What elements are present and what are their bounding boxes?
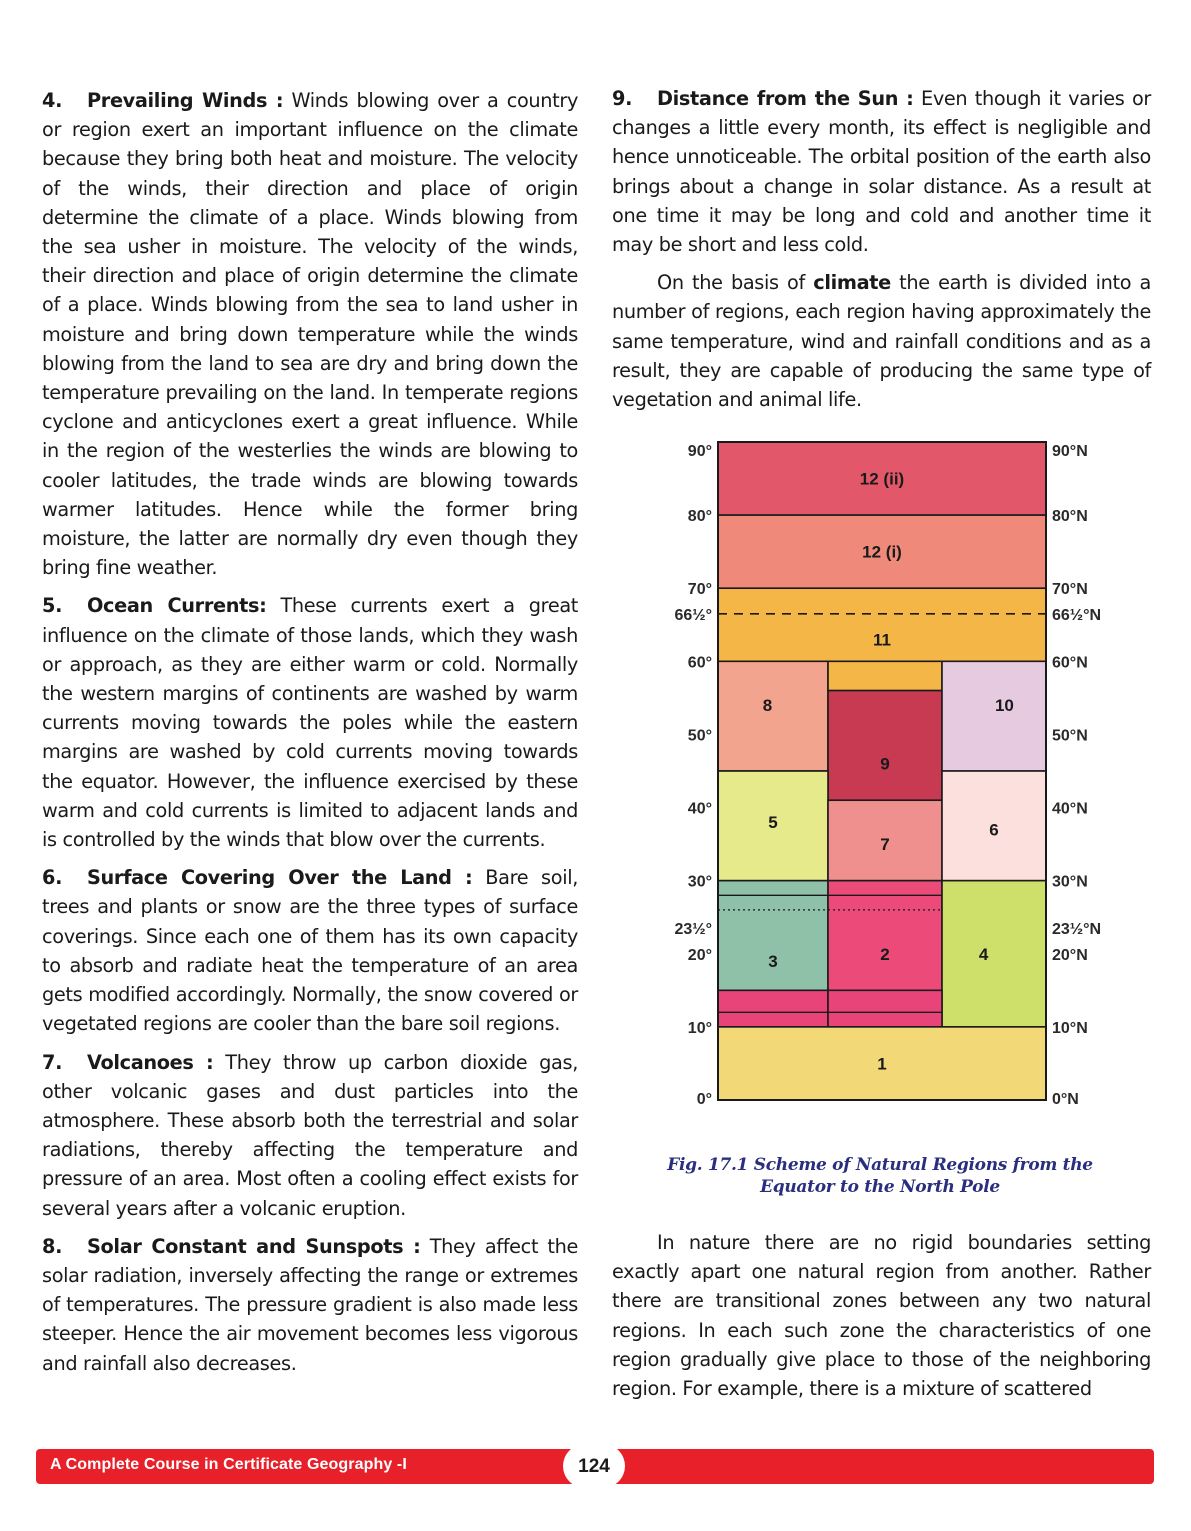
bold-term: climate bbox=[813, 271, 891, 295]
region-label: 7 bbox=[880, 835, 890, 855]
section-volcanoes bbox=[42, 1048, 578, 1223]
region-block bbox=[718, 881, 828, 991]
latitude-label-right: 50°N bbox=[1052, 727, 1088, 745]
section-body: Bare soil, trees and plants or snow are the three types of surface coverings. Since each one of them has its own capacity to absorb and radiate heat the temperature of an area gets modified accordingly. Normally, the snow covered or vegetated regions are cooler than the bare soil regions. bbox=[42, 866, 578, 1036]
region-label: 12 (ii) bbox=[859, 469, 905, 489]
region-label: 8 bbox=[762, 696, 773, 716]
section-body: These currents exert a great influence on the climate of those lands, which they wash or approach, as they are either warm or cold. Normally the western margins of continents are washed by warm currents moving towards the poles while the eastern margins are washed by cold currents moving towards the equator. However, the influence exercised by these warm and cold currents is limited to adjacent lands and is controlled by the winds that blow over the currents. bbox=[42, 594, 579, 852]
region-label: 1 bbox=[877, 1054, 887, 1074]
region-label: 3 bbox=[768, 952, 778, 972]
paragraph-climate-regions bbox=[612, 268, 1151, 414]
latitude-label-left: 23½° bbox=[674, 921, 712, 939]
section-title: Volcanoes : bbox=[87, 1050, 214, 1074]
latitude-label-left: 0° bbox=[696, 1091, 712, 1108]
section-ocean-currents bbox=[42, 591, 578, 854]
section-body: They throw up carbon dioxide gas, other volcanic gases and dust particles into the atmosphere. These absorb both the terrestrial and solar radiations, thereby affecting the temperature and pressure of an area. Most often a cooling effect exists for several years after a volcanic eruption. bbox=[42, 1050, 578, 1220]
section-title: Ocean Currents: bbox=[87, 594, 267, 618]
latitude-label-right: 10°N bbox=[1052, 1019, 1088, 1037]
section-body: They affect the solar radiation, inversely affecting the range or extremes of temperatures. The pressure gradient is also made less steeper. Hence the air movement becomes less vigorous and rainfall also decreases. bbox=[42, 1234, 578, 1375]
right-column-top bbox=[612, 84, 1151, 423]
figure-caption bbox=[640, 1154, 1120, 1198]
region-label: 6 bbox=[989, 820, 999, 840]
section-number: 8. bbox=[42, 1234, 63, 1258]
latitude-label-left: 10° bbox=[687, 1019, 712, 1037]
latitude-label-left: 60° bbox=[687, 654, 712, 672]
region-label: 10 bbox=[994, 696, 1014, 716]
section-number: 7. bbox=[42, 1050, 63, 1074]
region-block bbox=[828, 990, 942, 1027]
section-solar-constant bbox=[42, 1232, 578, 1378]
section-body: Even though it varies or changes a little every month, its effect is negligible and hence unnoticeable. The orbital position of the earth also brings about a change in solar distance. As a result at one time it may be long and cold and another time it may be short and less cold. bbox=[612, 87, 1151, 257]
text-span: On the basis of bbox=[657, 271, 814, 295]
latitude-label-left: 40° bbox=[687, 800, 712, 818]
latitude-label-left: 20° bbox=[687, 946, 712, 964]
left-column bbox=[42, 86, 578, 1387]
latitude-label-left: 90° bbox=[687, 443, 712, 460]
region-block bbox=[828, 661, 942, 690]
caption-line-2: Equator to the North Pole bbox=[760, 1177, 1000, 1197]
latitude-label-left: 50° bbox=[687, 727, 712, 745]
region-label: 4 bbox=[978, 944, 989, 964]
natural-regions-figure bbox=[640, 432, 1140, 1112]
latitude-label-right: 30°N bbox=[1052, 873, 1088, 891]
latitude-label-right: 80°N bbox=[1052, 508, 1088, 526]
page-number: 124 bbox=[563, 1444, 625, 1488]
region-block bbox=[718, 588, 1046, 661]
section-title: Surface Covering Over the Land : bbox=[87, 866, 473, 890]
region-block bbox=[718, 990, 828, 1027]
latitude-label-right: 66½°N bbox=[1052, 606, 1102, 624]
section-prevailing-winds bbox=[42, 86, 578, 582]
latitude-label-left: 70° bbox=[687, 581, 712, 599]
latitude-label-right: 60°N bbox=[1052, 654, 1088, 672]
latitude-label-right: 20°N bbox=[1052, 946, 1088, 964]
book-title: A Complete Course in Certificate Geography -I bbox=[50, 1456, 407, 1473]
latitude-label-right: 0°N bbox=[1052, 1091, 1079, 1108]
section-number: 4. bbox=[42, 89, 63, 112]
region-block bbox=[828, 881, 942, 991]
paragraph-transitional-zones: In nature there are no rigid boundaries setting exactly apart one natural region from another. Rather there are transitional zones between any two natural regions. In each such zone the characteristics of one region gradually give place to those of the neighboring region. For example, there is a mixture of scattered bbox=[612, 1231, 1151, 1401]
section-body: Winds blowing over a country or region exert an important influence on the climate because they bring both heat and moisture. The velocity of the winds, their direction and place of origin determine the climate of a place. Winds blowing from the sea usher in moisture. The velocity of the winds, their direction and place of origin determine the climate of a place. Winds blowing from the sea to land usher in moisture and bring down temperature while the winds blowing from the land to sea are dry and bring down the temperature prevailing on the land. In temperate regions cyclone and anticyclones exert a great influence. While in the region of the westerlies the winds are blowing to cooler latitudes, the trade winds are blowing towards warmer latitudes. Hence while the former bring moisture, the latter are normally dry even though they bring fine weather. bbox=[42, 89, 578, 580]
region-block bbox=[718, 661, 828, 771]
latitude-label-left: 30° bbox=[687, 873, 712, 891]
section-title: Distance from the Sun : bbox=[657, 87, 914, 110]
region-label: 9 bbox=[880, 754, 890, 774]
text-span: the earth is divided into a number of regions, each region having approximately the same temperature, wind and rainfall conditions and as a result, they are capable of producing the same type of vegetation and animal life. bbox=[612, 271, 1152, 412]
section-distance-from-sun bbox=[612, 84, 1151, 259]
latitude-label-right: 90°N bbox=[1052, 443, 1088, 460]
region-label: 2 bbox=[880, 944, 890, 964]
latitude-label-left: 66½° bbox=[674, 606, 712, 624]
section-number: 9. bbox=[612, 87, 633, 110]
section-title: Prevailing Winds : bbox=[87, 89, 284, 112]
latitude-label-right: 23½°N bbox=[1052, 921, 1102, 939]
region-label: 12 (i) bbox=[862, 542, 902, 562]
latitude-label-right: 40°N bbox=[1052, 800, 1088, 818]
section-number: 6. bbox=[42, 866, 63, 890]
section-surface-covering bbox=[42, 863, 578, 1038]
right-column-bottom bbox=[612, 1228, 1151, 1412]
region-block bbox=[942, 661, 1046, 771]
region-label: 5 bbox=[768, 813, 778, 833]
latitude-label-right: 70°N bbox=[1052, 581, 1088, 599]
caption-line-1: Fig. 17.1 Scheme of Natural Regions from the bbox=[667, 1155, 1093, 1175]
region-block bbox=[942, 881, 1046, 1027]
region-label: 11 bbox=[873, 630, 891, 650]
section-number: 5. bbox=[42, 594, 63, 618]
section-title: Solar Constant and Sunspots : bbox=[87, 1234, 421, 1258]
region-block bbox=[828, 691, 942, 801]
latitude-label-left: 80° bbox=[687, 508, 712, 526]
